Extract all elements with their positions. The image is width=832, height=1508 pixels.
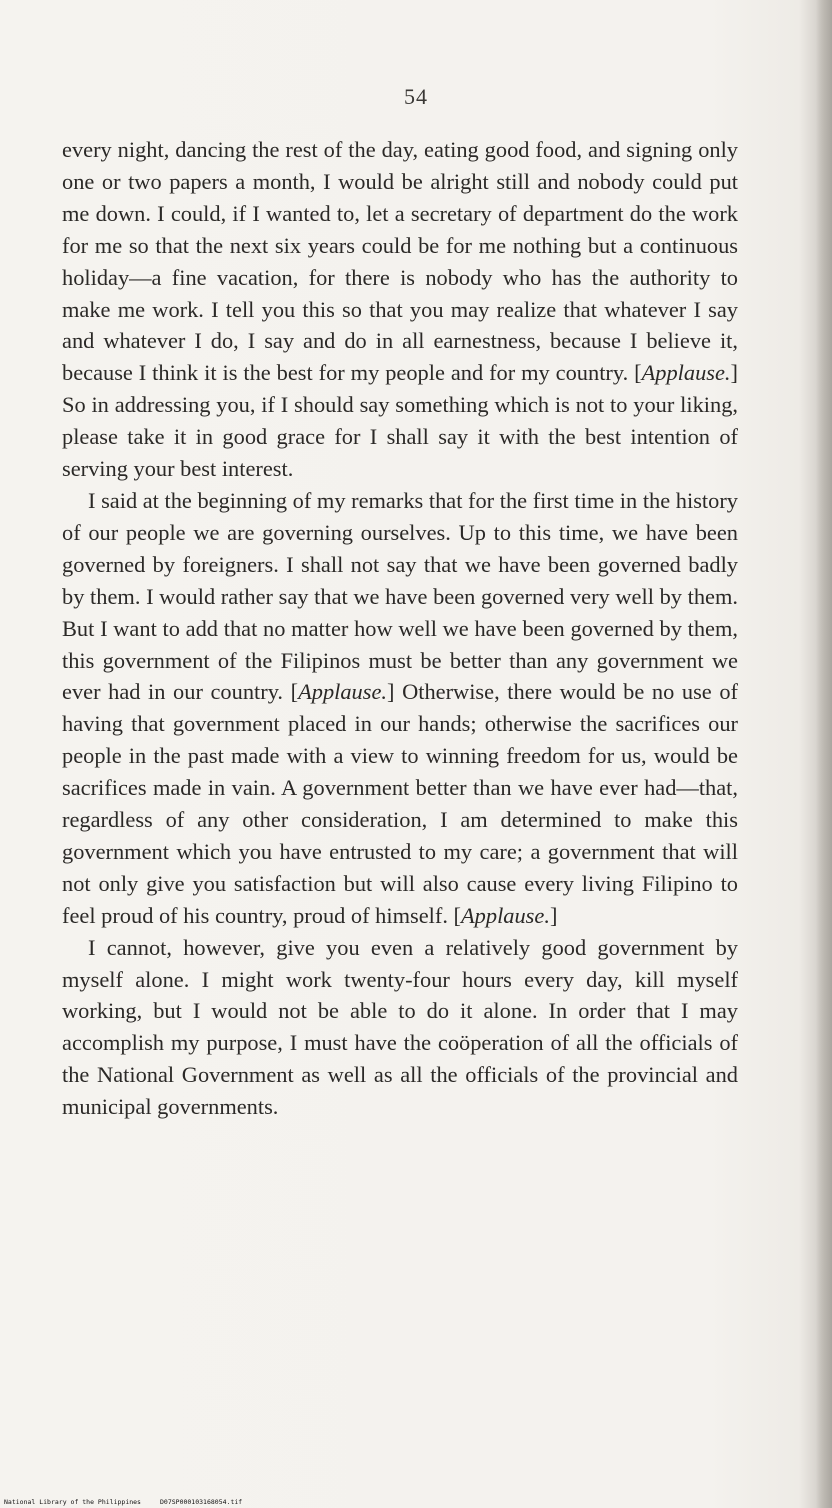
paragraph [62,932,738,1123]
footer-library-label: National Library of the Philippines [4,1498,141,1506]
applause-annotation: Applause. [298,679,388,705]
applause-annotation: Applause. [641,360,731,386]
footer-file-label: D07SP000103168054.tif [160,1498,243,1506]
page-number: 54 [404,84,428,109]
paragraph [62,485,738,932]
text-segment: ] So in addressing you, if I should say something which is not to your liking, please take it in good grace for I shall say it with the best intention of serving your best interest. [62,360,738,482]
text-segment: ] Otherwise, there would be no use of having that government placed in our hands; otherwise the sacrifices our people in the past made with a view to winning freedom for us, would be sacrifices made in vain. A government better than we have ever had—that, regardless of any other consideration, I am determined to make this government which you have entrusted to my care; a government that will not only give you satisfaction but will also cause every living Filipino to feel proud of his country, proud of himself. [ [62,679,738,928]
body-text [62,134,738,1123]
applause-annotation: Applause. [461,902,550,928]
text-segment: every night, dancing the rest of the day, eating good food, and signing only one or two papers a month, I would be alright still and nobody could put me down. I could, if I wanted to, let a secretary of department do the work for me so that the next six years could be for me nothing but a continuous holiday—a fine vacation, for there is nobody who has the authority to make me work. I tell you this so that you may realize that whatever I say and whatever I do, I say and do in all earnestness, because I believe it, because I think it is the best for my people and for my country. [ [62,137,738,386]
text-segment: ] [549,902,558,928]
text-segment: I cannot, however, give you even a relatively good government by myself alone. I might work twenty-four hours every day, kill myself working, but I would not be able to do it alone. In order that I may accomplish my purpose, I must have the coöperation of all the officials of the National Government as well as all the officials of the provincial and municipal governments. [62,934,738,1120]
paragraph [62,134,738,485]
page-edge-shadow [816,0,832,1508]
text-segment: I said at the beginning of my remarks that for the first time in the history of our people we are governing ourselves. Up to this time, we have been governed by foreigners. I shall not say that we have been governed badly by them. I would rather say that we have been governed very well by them. But I want to add that no matter how well we have been governed by them, this government of the Filipinos must be better than any government we ever had in our country. [ [62,487,738,705]
